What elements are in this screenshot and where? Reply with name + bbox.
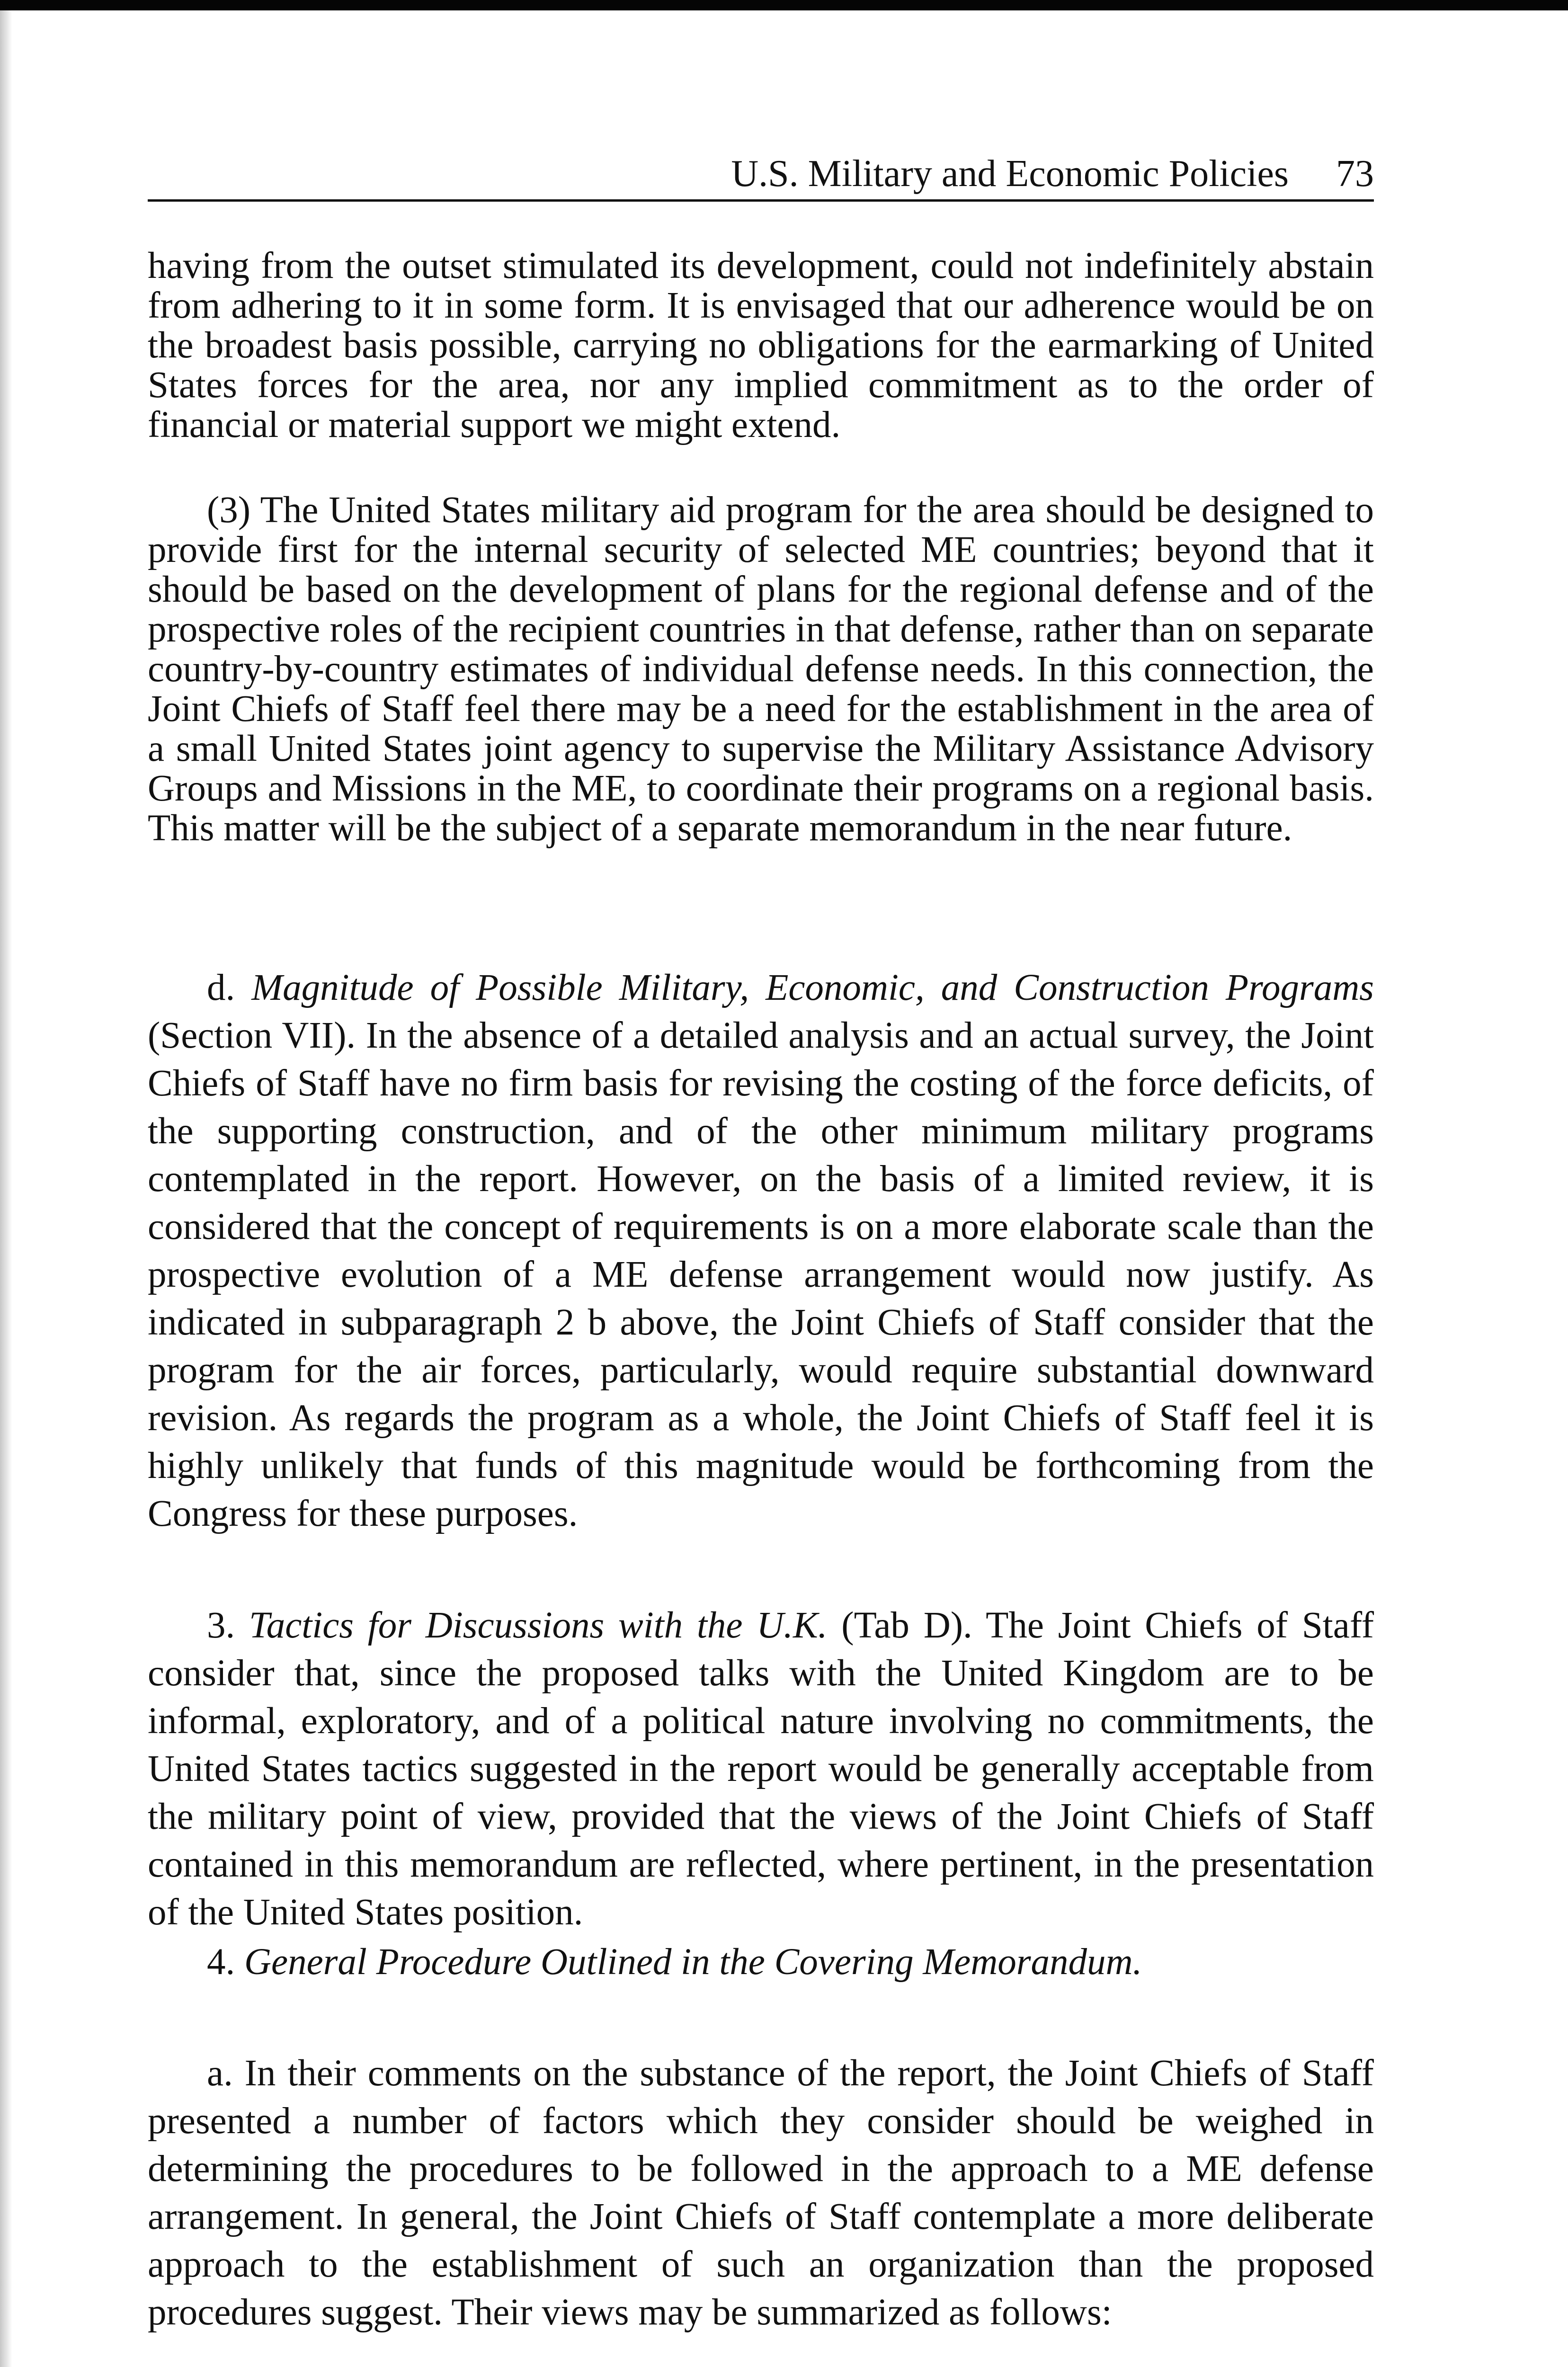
page-number: 73 (1336, 153, 1374, 195)
paragraph-text: (Section VII). In the absence of a detailed analysis and an actual survey, the Joint Chiefs of Staff have no firm basis for revising the costing of the force deficits, of the supporting construction, and of the other minimum military programs contemplated in the report. However, on the basis of a limited review, it is considered that the concept of requirements is on a more elaborate scale than the prospective evolution of a ME defense arrangement would now justify. As indicated in subparagraph 2 b above, the Joint Chiefs of Staff consider that the program for the air forces, particularly, would require substantial downward revision. As regards the program as a whole, the Joint Chiefs of Staff feel it is highly unlikely that funds of this magnitude would be forthcoming from the Congress for these purposes. (148, 1015, 1374, 1534)
general-procedure-heading (148, 1938, 1374, 1986)
paragraph-label: 4. (207, 1941, 235, 1983)
section-heading: Magnitude of Possible Military, Economic, and Construction Programs (251, 967, 1374, 1008)
paragraph-text: (Tab D). The Joint Chiefs of Staff consider that, since the proposed talks with the United Kingdom are to be informal, exploratory, and of a political nature involving no commitments, the United States tactics suggested in the report would be generally acceptable from the military point of view, provided that the views of the Joint Chiefs of Staff contained in this memorandum are reflected, where pertinent, in the presentation of the United States position. (148, 1605, 1374, 1933)
paragraph-label: 3. (207, 1605, 235, 1646)
section-heading: General Procedure Outlined in the Covering Memorandum. (244, 1941, 1142, 1983)
military-aid-paragraph (148, 490, 1374, 848)
running-title: U.S. Military and Economic Policies (731, 153, 1289, 195)
running-header (148, 142, 1374, 202)
procedure-comments-paragraph (148, 2049, 1374, 2336)
continued-paragraph (148, 246, 1374, 445)
paragraph-text: (3) The United States military aid program for the area should be designed to provide first for the internal security of selected ME countries; beyond that it should be based on the development of plans for the regional defense and of the prospective roles of the recipient countries in that defense, rather than on separate country-by-country estimates of individual defense needs. In this connection, the Joint Chiefs of Staff feel there may be a need for the establishment in the area of a small United States joint agency to supervise the Military Assistance Advisory Groups and Missions in the ME, to coordinate their programs on a regional basis. This matter will be the subject of a separate memorandum in the near future. (148, 489, 1374, 849)
magnitude-programs-paragraph (148, 964, 1374, 1538)
paragraph-label: d. (207, 967, 235, 1008)
page-binding-shadow (0, 10, 12, 2367)
paragraph-text: a. In their comments on the substance of the report, the Joint Chiefs of Staff presented a number of factors which they consider should be weighed in determining the procedures to be followed in the approach to a ME defense arrangement. In general, the Joint Chiefs of Staff contemplate a more deliberate approach to the establishment of such an organization than the proposed procedures suggest. Their views may be summarized as follows: (148, 2053, 1374, 2333)
paragraph-text: having from the outset stimulated its development, could not indefinitely abstain from adhering to it in some form. It is envisaged that our adherence would be on the broadest basis possible, carrying no obligations for the earmarking of United States forces for the area, nor any implied commitment as to the order of financial or material support we might extend. (148, 245, 1374, 445)
section-heading: Tactics for Discussions with the U.K. (249, 1605, 828, 1646)
tactics-paragraph (148, 1602, 1374, 1936)
page-top-border (0, 0, 1568, 10)
